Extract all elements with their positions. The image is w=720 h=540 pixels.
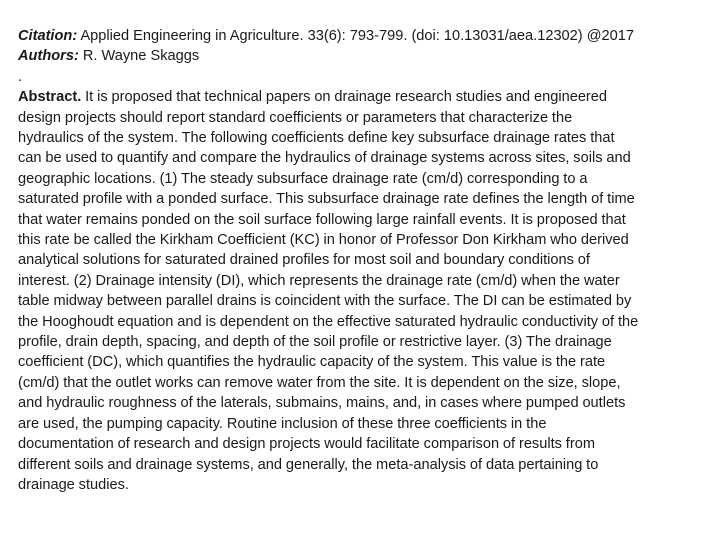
abstract-line: interest. (2) Drainage intensity (DI), which represents the drainage rate (cm/d) when the water: [18, 272, 620, 289]
abstract-line-text: It is proposed that technical papers on drainage research studies and engineered: [85, 89, 608, 106]
separator-dot: .: [18, 68, 23, 85]
abstract-line: coefficient (DC), which quantifies the hydraulic capacity of the system. This value is the rate: [18, 354, 606, 371]
abstract-line: different soils and drainage systems, and generally, the meta-analysis of data pertaining to: [18, 456, 599, 473]
abstract-line: the Hooghoudt equation and is dependent on the effective saturated hydraulic conductivity of the: [18, 313, 639, 330]
authors-text: R. Wayne Skaggs: [82, 48, 200, 65]
citation-label: Citation:: [18, 28, 78, 44]
abstract-line: are used, the pumping capacity. Routine inclusion of these three coefficients in the: [18, 415, 547, 432]
citation-line: [18, 26, 704, 46]
abstract-line: that water remains ponded on the soil surface following large rainfall events. It is proposed that: [18, 211, 626, 228]
abstract-line: geographic locations. (1) The steady subsurface drainage rate (cm/d) corresponding to a: [18, 170, 588, 187]
abstract-line: saturated profile with a ponded surface. This subsurface drainage rate defines the length of time: [18, 191, 635, 208]
abstract-line: can be used to quantify and compare the hydraulics of drainage systems across sites, soils and: [18, 150, 631, 167]
abstract-line: and hydraulic roughness of the laterals, submains, mains, and, in cases where pumped outlets: [18, 395, 626, 412]
abstract-paragraph: [18, 87, 704, 495]
abstract-line: documentation of research and design projects would facilitate comparison of results from: [18, 436, 595, 453]
abstract-line: this rate be called the Kirkham Coefficient (KC) in honor of Professor Don Kirkham who derived: [18, 232, 629, 249]
authors-line: [18, 46, 704, 66]
abstract-line: (cm/d) that the outlet works can remove water from the site. It is dependent on the size, slope,: [18, 374, 621, 391]
abstract-line: table midway between parallel drains is coincident with the surface. The DI can be estimated by: [18, 293, 632, 310]
abstract-label: Abstract.: [18, 89, 82, 106]
abstract-line: drainage studies.: [18, 476, 129, 493]
authors-label: Authors:: [18, 48, 79, 65]
abstract-line: profile, drain depth, spacing, and depth of the soil profile or restrictive layer. (3) The drainage: [18, 334, 612, 351]
abstract-line: hydraulics of the system. The following coefficients define key subsurface drainage rates that: [18, 130, 615, 147]
citation-text: Applied Engineering in Agriculture. 33(6): 793-799. (doi: 10.13031/aea.12302) @2017: [80, 28, 634, 44]
abstract-line: design projects should report standard coefficients or parameters that characterize the: [18, 109, 573, 126]
abstract-line: [18, 87, 704, 107]
abstract-line: analytical solutions for saturated drained profiles for most soil and boundary conditions of: [18, 252, 590, 269]
